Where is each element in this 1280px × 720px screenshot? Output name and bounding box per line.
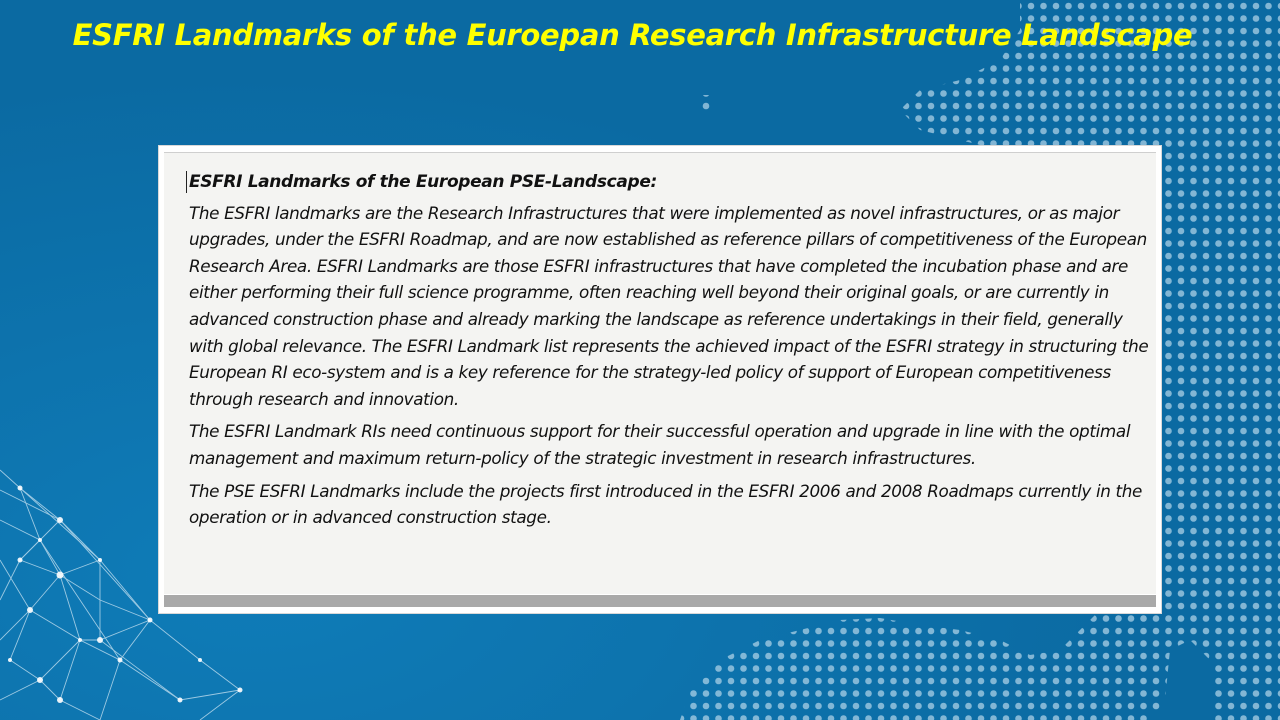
- document-paragraph-3: The PSE ESFRI Landmarks include the projects first introduced in the ESFRI 2006 and 2008 Roadmaps currently in the operation or in advanced construction stage.: [189, 480, 1143, 528]
- document-body: [189, 169, 1149, 537]
- document-page: [164, 152, 1156, 594]
- document-paragraph-1: The ESFRI landmarks are the Research Infrastructures that were implemented as novel infrastructures, or as major upgrades, under the ESFRI Roadmap, and are now established as reference pillars of competitiveness of the European Research Area. ESFRI Landmarks are those ESFRI infrastructures that have completed the incubation phase and are either performing their full science programme, often reaching well beyond their original goals, or are currently in advanced construction phase and already marking the landscape as reference undertakings in their field, generally with global relevance. The ESFRI Landmark list represents the achieved impact of the ESFRI strategy in structuring the European RI eco-system and is a key reference for the strategy-led policy of support of European competitiveness through research and innovation.: [189, 202, 1149, 409]
- text-cursor-icon: [186, 171, 187, 193]
- document-paragraph-2: The ESFRI Landmark RIs need continuous support for their successful operation and upgrade in line with the optimal management and maximum return-policy of the strategic investment in research infrastructures.: [189, 421, 1131, 468]
- slide-title: ESFRI Landmarks of the Euroepan Research Infrastructure Landscape: [72, 18, 1193, 52]
- horizontal-scrollbar[interactable]: [164, 595, 1156, 607]
- document-heading: ESFRI Landmarks of the European PSE-Landscape:: [189, 169, 1149, 196]
- document-screenshot: [158, 145, 1162, 614]
